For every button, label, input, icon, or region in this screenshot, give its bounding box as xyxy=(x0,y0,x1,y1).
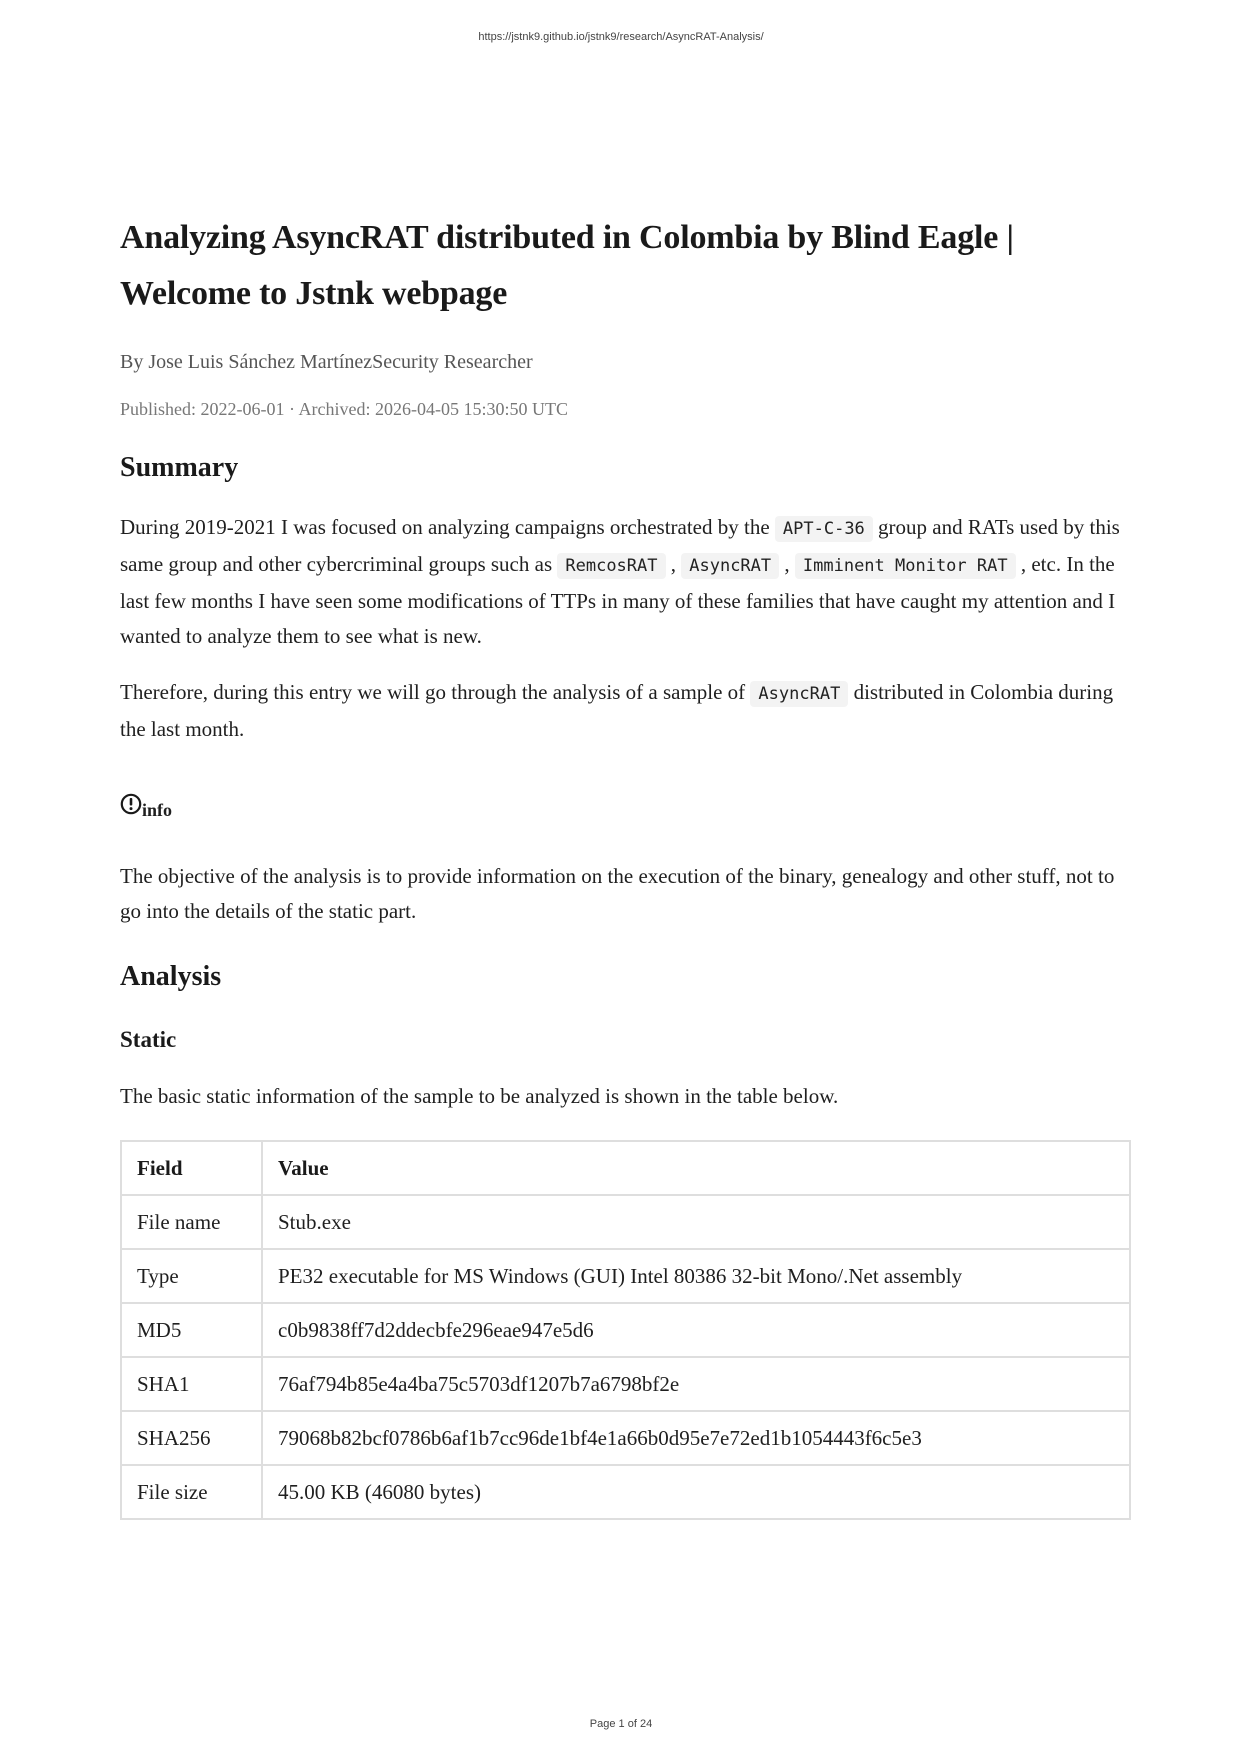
static-heading: Static xyxy=(120,1027,177,1052)
inline-code-apt-c-36: APT-C-36 xyxy=(775,516,873,542)
table-row xyxy=(121,1411,1130,1465)
static-intro: The basic static information of the sample to be analyzed is shown in the table below. xyxy=(120,1084,839,1108)
cell-field: SHA256 xyxy=(121,1411,262,1465)
cell-field: Type xyxy=(121,1249,262,1303)
cell-field: File name xyxy=(121,1195,262,1249)
publish-meta: Published: 2022-06-01 · Archived: 2026-04-05 15:30:50 UTC xyxy=(120,399,568,419)
page-url: https://jstnk9.github.io/jstnk9/research/AsyncRAT-Analysis/ xyxy=(478,31,764,43)
info-callout xyxy=(120,783,1130,820)
inline-code-asyncrat: AsyncRAT xyxy=(681,553,779,579)
exclamation-circle-icon xyxy=(120,793,142,815)
page-number: Page 1 of 24 xyxy=(589,1718,653,1730)
title-line-2: Welcome to Jstnk webpage xyxy=(120,275,508,312)
author-byline: By Jose Luis Sánchez MartínezSecurity Researcher xyxy=(120,351,533,373)
static-info-table xyxy=(120,1140,1131,1520)
info-text: The objective of the analysis is to provide information on the execution of the binary, genealogy and other stuff, not to go into the details of the static part. xyxy=(120,864,1115,923)
table-header-row xyxy=(121,1141,1130,1195)
article xyxy=(120,210,1130,1520)
summary-paragraph-1: During 2019-2021 I was focused on analyzing campaigns orchestrated by the APT-C-36 group and RATs used by this same group and other cybercriminal groups such as RemcosRAT , AsyncRAT , Imminent Monitor RAT , etc. In the last few months I have seen some modifications of TTPs in many of these families that have caught my attention and I wanted to analyze them to see what is new. xyxy=(120,515,1120,648)
info-label: info xyxy=(142,800,173,820)
inline-code-asyncrat: AsyncRAT xyxy=(750,681,848,707)
table-row xyxy=(121,1303,1130,1357)
cell-field: File size xyxy=(121,1465,262,1519)
cell-value: 45.00 KB (46080 bytes) xyxy=(262,1465,1130,1519)
cell-value: c0b9838ff7d2ddecbfe296eae947e5d6 xyxy=(262,1303,1130,1357)
cell-value: 79068b82bcf0786b6af1b7cc96de1bf4e1a66b0d95e7e72ed1b1054443f6c5e3 xyxy=(262,1411,1130,1465)
page-title xyxy=(120,210,1130,322)
table-row xyxy=(121,1249,1130,1303)
cell-field: SHA1 xyxy=(121,1357,262,1411)
table-row xyxy=(121,1195,1130,1249)
table-row xyxy=(121,1357,1130,1411)
table-row xyxy=(121,1465,1130,1519)
cell-field: MD5 xyxy=(121,1303,262,1357)
title-line-1: Analyzing AsyncRAT distributed in Colombia by Blind Eagle | xyxy=(120,219,1014,256)
inline-code-imminent-monitor-rat: Imminent Monitor RAT xyxy=(795,553,1016,579)
cell-value: PE32 executable for MS Windows (GUI) Intel 80386 32-bit Mono/.Net assembly xyxy=(262,1249,1130,1303)
inline-code-remcosrat: RemcosRAT xyxy=(557,553,665,579)
analysis-heading: Analysis xyxy=(120,961,222,992)
cell-value: 76af794b85e4a4ba75c5703df1207b7a6798bf2e xyxy=(262,1357,1130,1411)
summary-heading: Summary xyxy=(120,452,239,483)
column-header-field: Field xyxy=(121,1141,262,1195)
cell-value: Stub.exe xyxy=(262,1195,1130,1249)
column-header-value: Value xyxy=(262,1141,1130,1195)
summary-paragraph-2: Therefore, during this entry we will go through the analysis of a sample of AsyncRAT distributed in Colombia during the last month. xyxy=(120,680,1114,741)
